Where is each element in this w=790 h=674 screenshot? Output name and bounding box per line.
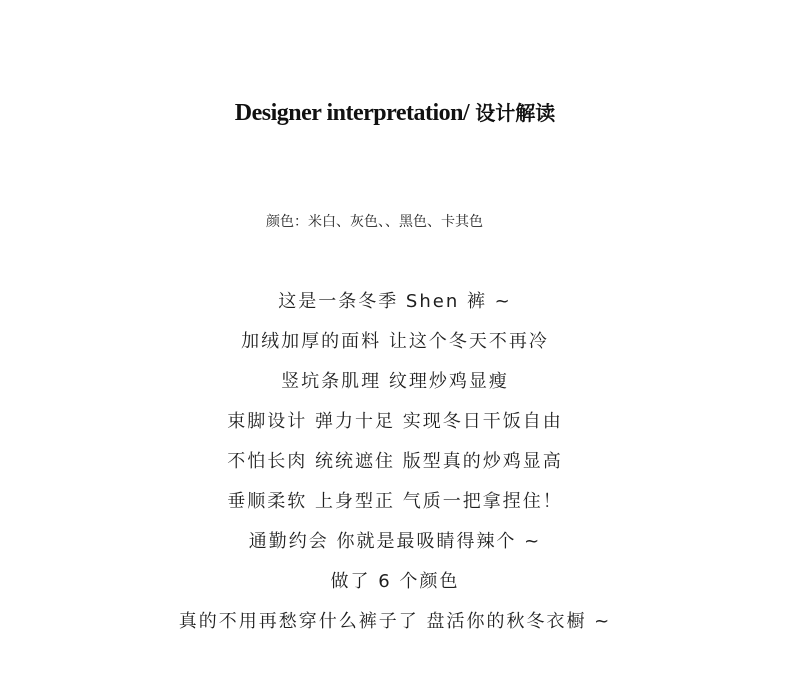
description-line: 加绒加厚的面料 让这个冬天不再冷 bbox=[241, 331, 549, 352]
description-line: 竖坑条肌理 纹理炒鸡显瘦 bbox=[281, 371, 509, 392]
description-line: 这是一条冬季 Shen 裤 ~ bbox=[278, 291, 512, 312]
color-options-text: 颜色：米白、灰色、、黑色、卡其色 bbox=[266, 214, 483, 230]
section-title-english: Designer interpretation/ bbox=[234, 100, 470, 126]
section-title-chinese: 设计解读 bbox=[475, 101, 556, 125]
description-line: 通勤约会 你就是最吸睛得辣个 ~ bbox=[248, 531, 542, 552]
description-line: 垂顺柔软 上身型正 气质一把拿捏住！ bbox=[227, 491, 563, 512]
section-title bbox=[0, 99, 790, 129]
description-line: 真的不用再愁穿什么裤子了 盘活你的秋冬衣橱 ~ bbox=[178, 611, 612, 632]
description-line: 不怕长肉 统统遮住 版型真的炒鸡显高 bbox=[227, 451, 563, 472]
description-line: 做了 6 个颜色 bbox=[330, 571, 460, 592]
product-description bbox=[0, 282, 790, 642]
description-line: 束脚设计 弹力十足 实现冬日干饭自由 bbox=[227, 411, 563, 432]
